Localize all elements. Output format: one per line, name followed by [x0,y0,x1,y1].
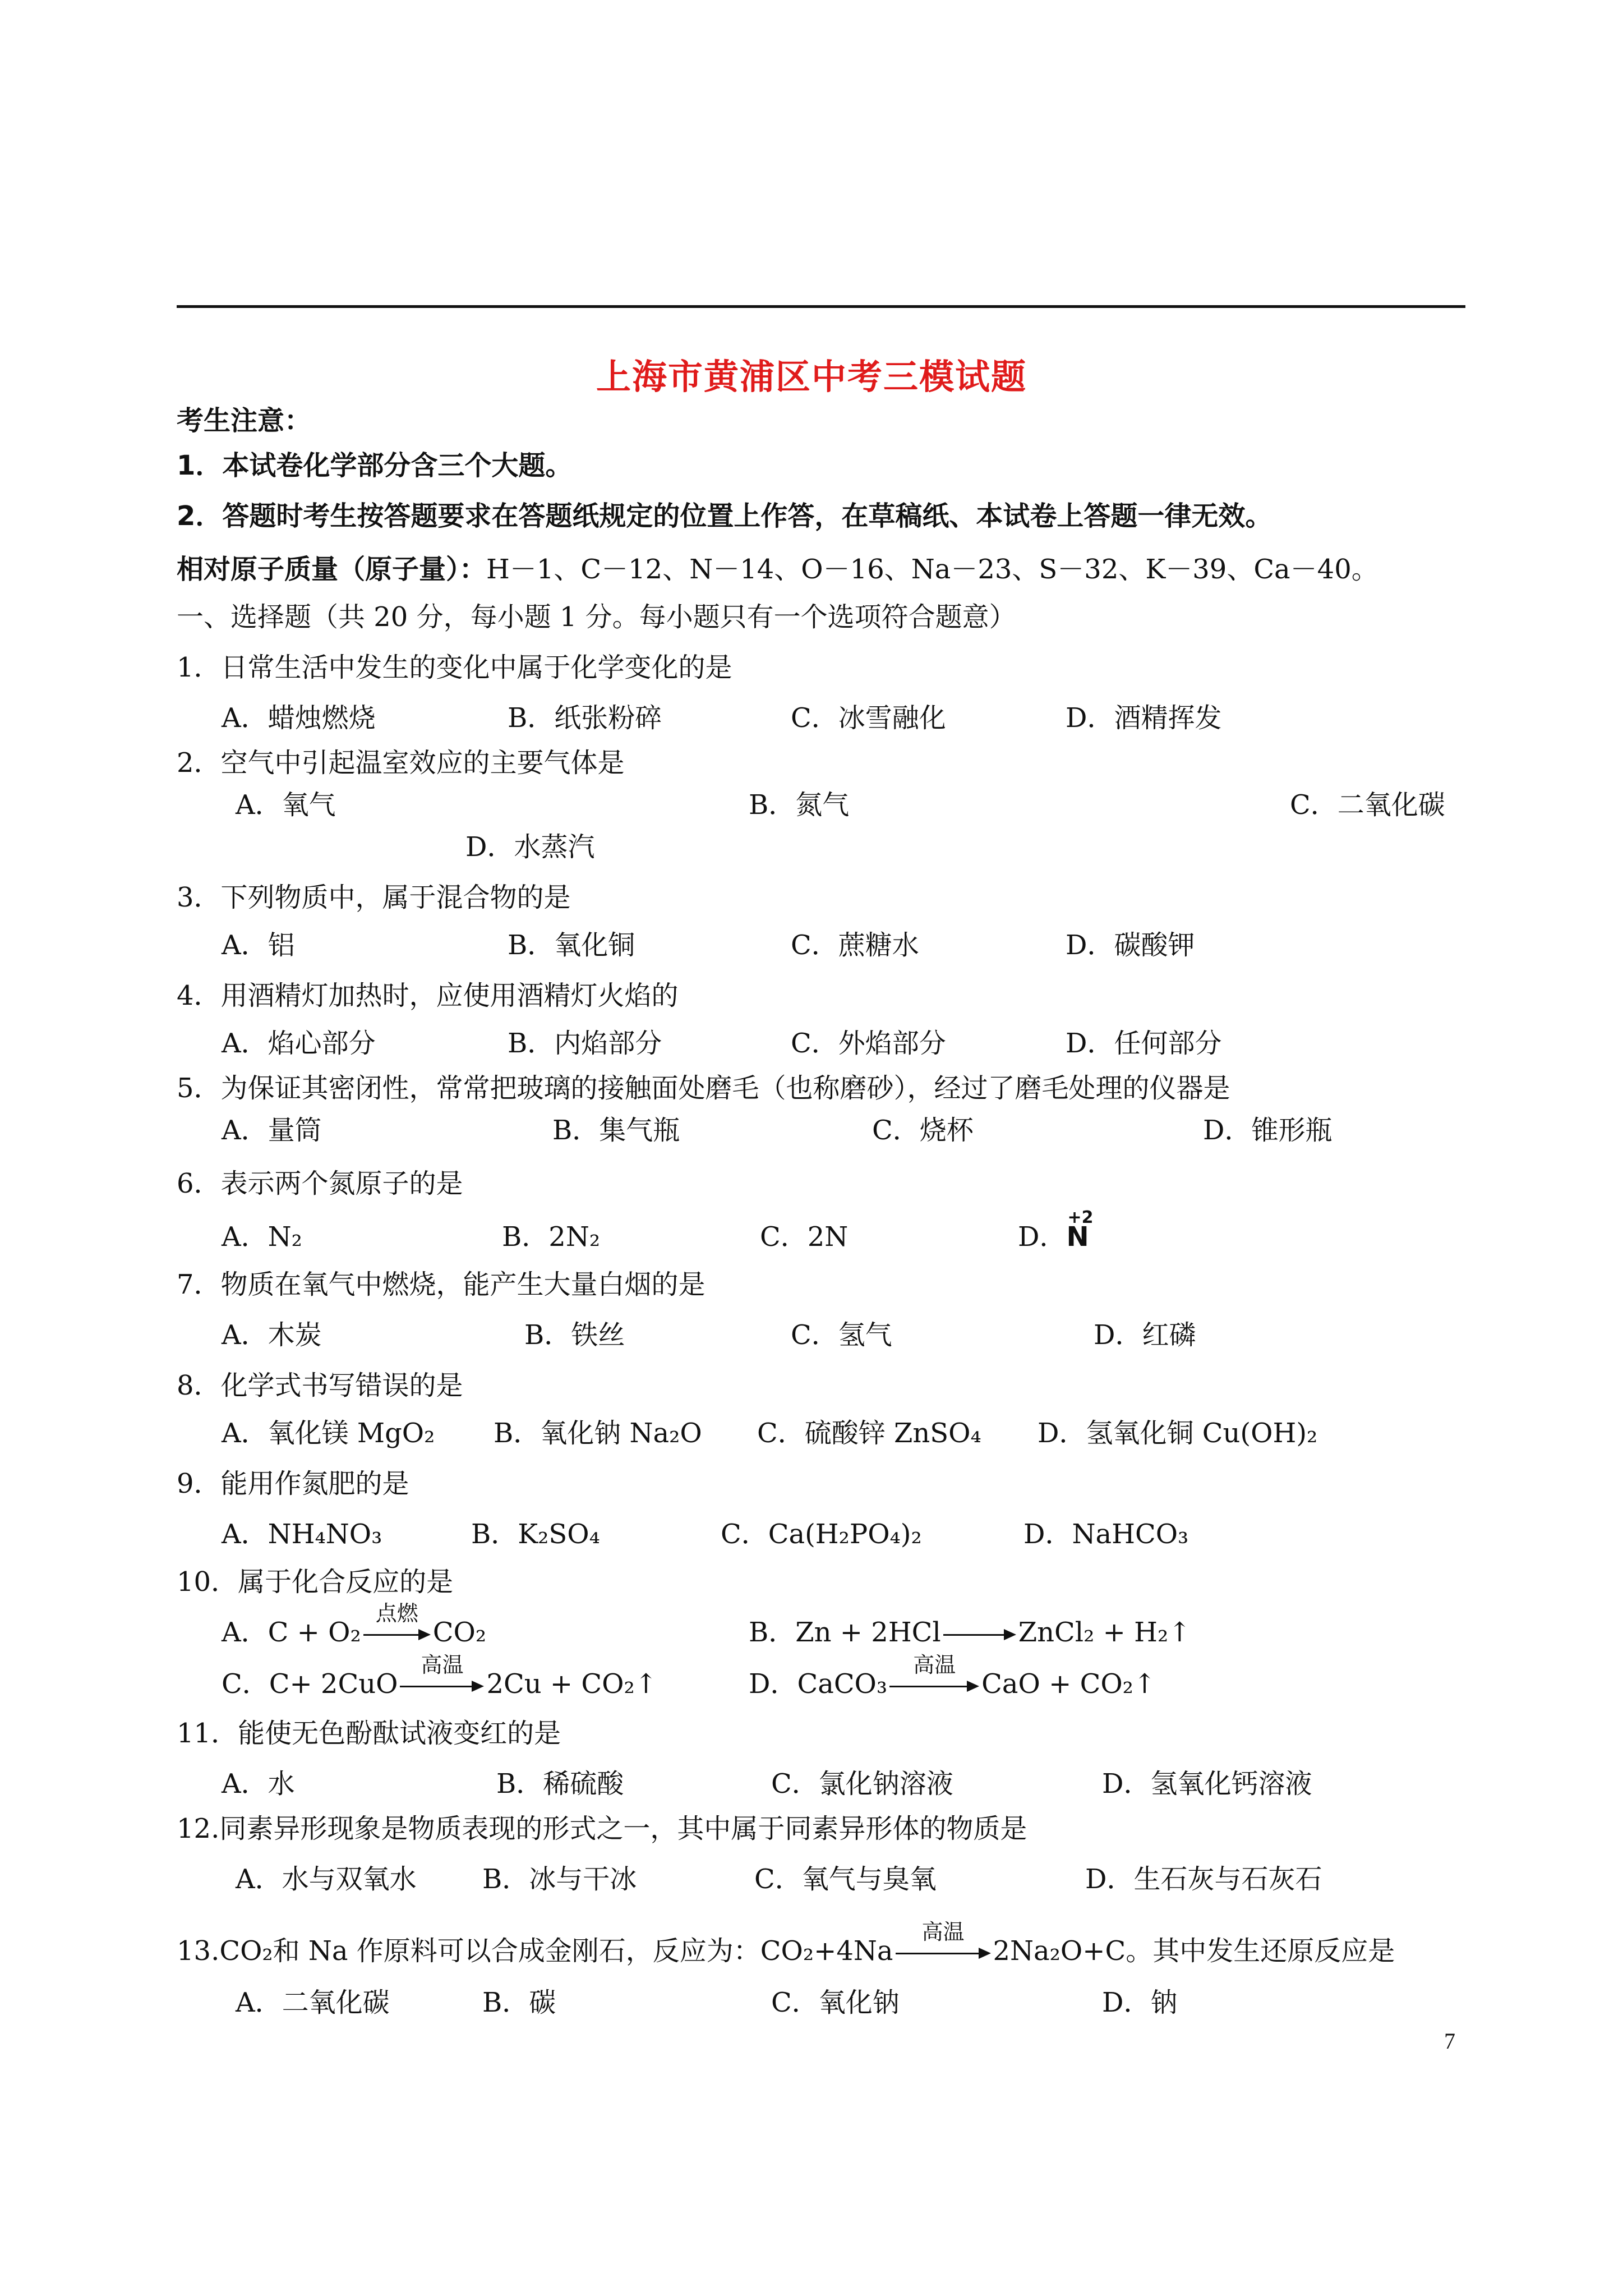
q9-option-b: B．K₂SO₄ [471,1519,600,1550]
reaction-arrow-icon [889,1652,979,1692]
reaction-arrow-icon [896,1919,991,1959]
q10-b-reactants: B．Zn + 2HCl [749,1617,941,1648]
q11-option-d: D．氢氧化钙溶液 [1102,1768,1312,1800]
q13-option-d: D．钠 [1102,1987,1178,2018]
q9-option-c: C．Ca(H₂PO₄)₂ [721,1519,922,1550]
page-number: 7 [1444,2028,1455,2054]
q8-option-d: D．氢氧化铜 Cu(OH)₂ [1038,1418,1318,1449]
q8-option-a: A．氧化镁 MgO₂ [222,1418,435,1449]
q12-option-d: D．生石灰与石灰石 [1085,1864,1322,1895]
question-6-stem: 6．表示两个氮原子的是 [177,1168,463,1199]
q2-option-d: D．水蒸汽 [465,831,595,863]
q10-b-products: ZnCl₂ + H₂↑ [1018,1617,1191,1648]
q13-option-b: B．碳 [482,1987,556,2018]
reaction-arrow-icon [363,1600,431,1640]
question-7-stem: 7．物质在氧气中燃烧，能产生大量白烟的是 [177,1269,706,1300]
q9-option-a: A．NH₄NO₃ [222,1519,382,1550]
q13-stem-part-2: 2Na₂O+C。其中发生还原反应是 [993,1935,1395,1967]
question-11-stem: 11．能使无色酚酞试液变红的是 [177,1718,561,1749]
atomic-mass-label: 相对原子质量（原子量）： [177,554,487,585]
question-8-stem: 8．化学式书写错误的是 [177,1370,463,1401]
q13-option-a: A．二氧化碳 [236,1987,390,2018]
atomic-mass-line [177,553,1378,586]
q7-option-b: B．铁丝 [524,1319,625,1351]
q1-option-c: C．冰雪融化 [791,702,946,734]
valence-sup: +2 [1067,1208,1094,1227]
q4-option-b: B．内焰部分 [508,1028,662,1059]
notice-item-1: 1．本试卷化学部分含三个大题。 [177,450,573,481]
reaction-condition: 高温 [921,1919,965,1944]
q2-option-b: B．氮气 [749,789,850,821]
section-heading: 一、选择题（共 20 分，每小题 1 分。每小题只有一个选项符合题意） [177,601,1016,633]
valence-element: N [1066,1221,1089,1253]
q6-option-d-label: D． [1018,1221,1067,1253]
q7-option-d: D．红磷 [1094,1319,1196,1351]
q11-option-b: B．稀硫酸 [496,1768,624,1800]
reaction-condition: 高温 [913,1652,956,1677]
q10-d-products: CaO + CO₂↑ [981,1668,1156,1700]
question-5-stem: 5．为保证其密闭性，常常把玻璃的接触面处磨毛（也称磨砂），经过了磨毛处理的仪器是 [177,1073,1230,1104]
q11-option-a: A．水 [222,1768,295,1800]
question-13-stem [177,1919,1395,1968]
reaction-arrow-icon [943,1629,1016,1640]
q4-option-c: C．外焰部分 [791,1028,946,1059]
q10-c-reactants: C．C+ 2CuO [222,1668,398,1700]
reaction-condition: 点燃 [375,1600,418,1626]
q4-option-d: D．任何部分 [1066,1028,1222,1059]
valence-symbol [1066,1208,1094,1254]
question-4-stem: 4．用酒精灯加热时，应使用酒精灯火焰的 [177,980,679,1011]
q7-option-c: C．氢气 [791,1319,892,1351]
notice-item-2: 2．答题时考生按答题要求在答题纸规定的位置上作答，在草稿纸、本试卷上答题一律无效。 [177,500,1272,532]
q13-option-c: C．氧化钠 [771,1987,900,2018]
header-rule [177,305,1465,308]
question-12-stem: 12.同素异形现象是物质表现的形式之一，其中属于同素异形体的物质是 [177,1813,1027,1844]
q6-option-d [1018,1208,1094,1254]
q6-option-b: B．2N₂ [502,1221,601,1253]
q10-d-reactants: D．CaCO₃ [749,1668,888,1700]
q2-option-c: C．二氧化碳 [1290,789,1445,821]
question-2-stem: 2．空气中引起温室效应的主要气体是 [177,747,625,779]
q10-c-products: 2Cu + CO₂↑ [486,1668,657,1700]
q4-option-a: A．焰心部分 [222,1028,376,1059]
q3-option-a: A．铝 [222,930,295,961]
q5-option-b: B．集气瓶 [552,1115,680,1146]
q6-option-a: A．N₂ [222,1221,302,1253]
q12-option-a: A．水与双氧水 [236,1864,417,1895]
q13-stem-part-1: 13.CO₂和 Na 作原料可以合成金刚石，反应为：CO₂+4Na [177,1935,893,1967]
q5-option-d: D．锥形瓶 [1203,1115,1332,1146]
q9-option-d: D．NaHCO₃ [1023,1519,1189,1550]
reaction-condition: 高温 [421,1652,464,1677]
q10-option-a [222,1600,487,1649]
question-1-stem: 1．日常生活中发生的变化中属于化学变化的是 [177,652,732,683]
q11-option-c: C．氯化钠溶液 [771,1768,953,1800]
question-10-stem: 10．属于化合反应的是 [177,1566,454,1598]
reaction-arrow-icon [400,1652,484,1692]
q12-option-c: C．氧气与臭氧 [754,1864,937,1895]
question-3-stem: 3．下列物质中，属于混合物的是 [177,882,571,913]
q10-a-reactants: A．C + O₂ [222,1617,361,1648]
q10-option-d [749,1652,1156,1701]
q3-option-b: B．氧化铜 [508,930,635,961]
q6-option-c: C．2N [760,1221,849,1253]
q2-option-a: A．氧气 [236,789,336,821]
q5-option-c: C．烧杯 [872,1115,974,1146]
q5-option-a: A．量筒 [222,1115,322,1146]
q8-option-b: B．氧化钠 Na₂O [494,1418,702,1449]
q1-option-d: D．酒精挥发 [1066,702,1222,734]
notice-heading: 考生注意： [177,405,312,436]
q1-option-a: A．蜡烛燃烧 [222,702,376,734]
q8-option-c: C．硫酸锌 ZnSO₄ [757,1418,981,1449]
q10-a-products: CO₂ [432,1617,487,1648]
q7-option-a: A．木炭 [222,1319,322,1351]
q12-option-b: B．冰与干冰 [482,1864,637,1895]
q3-option-d: D．碳酸钾 [1066,930,1195,961]
q3-option-c: C．蔗糖水 [791,930,919,961]
atomic-mass-values: H－1、C－12、N－14、O－16、Na－23、S－32、K－39、Ca－40。 [486,554,1378,585]
q10-option-c [222,1652,657,1701]
exam-title: 上海市黄浦区中考三模试题 [596,356,1027,397]
q10-option-b [749,1616,1191,1649]
q1-option-b: B．纸张粉碎 [508,702,662,734]
question-9-stem: 9．能用作氮肥的是 [177,1468,409,1499]
